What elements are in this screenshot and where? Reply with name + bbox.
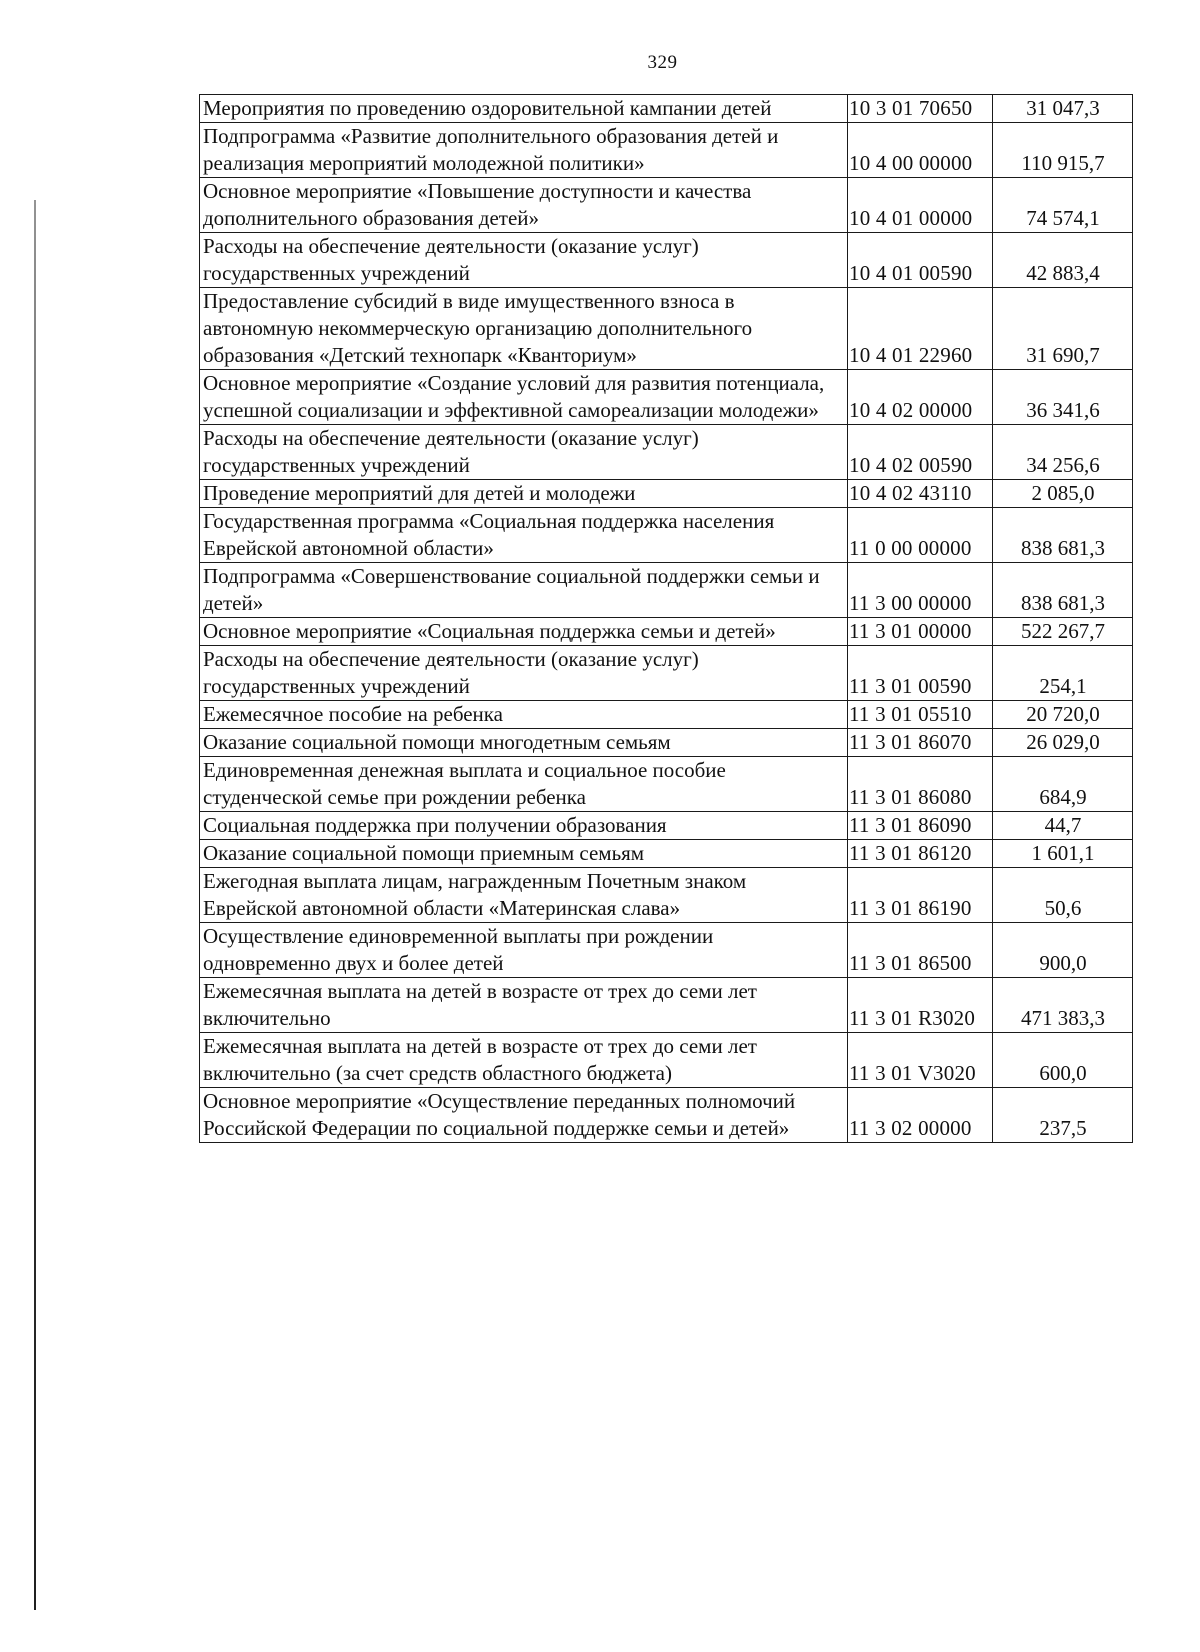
table-row bbox=[200, 123, 1133, 178]
budget-code-cell: 10 4 02 43110 bbox=[848, 480, 993, 508]
table-row bbox=[200, 1088, 1133, 1143]
expense-name-cell: Единовременная денежная выплата и социальное пособие студенческой семье при рождении ребенка bbox=[200, 757, 848, 812]
budget-code-cell: 11 0 00 00000 bbox=[848, 508, 993, 563]
budget-code-cell: 11 3 01 86070 bbox=[848, 729, 993, 757]
amount-cell: 31 047,3 bbox=[993, 95, 1133, 123]
table-row bbox=[200, 840, 1133, 868]
table-row bbox=[200, 618, 1133, 646]
expense-name-cell: Ежемесячная выплата на детей в возрасте от трех до семи лет включительно (за счет средств областного бюджета) bbox=[200, 1033, 848, 1088]
budget-code-cell: 11 3 01 05510 bbox=[848, 701, 993, 729]
amount-cell: 31 690,7 bbox=[993, 288, 1133, 370]
table-row bbox=[200, 370, 1133, 425]
table-row bbox=[200, 646, 1133, 701]
page-number: 329 bbox=[647, 52, 678, 73]
expense-name-cell: Основное мероприятие «Социальная поддержка семьи и детей» bbox=[200, 618, 848, 646]
amount-cell: 684,9 bbox=[993, 757, 1133, 812]
expense-name-cell: Основное мероприятие «Осуществление переданных полномочий Российской Федерации по социальной поддержке семьи и детей» bbox=[200, 1088, 848, 1143]
table-row bbox=[200, 480, 1133, 508]
budget-code-cell: 10 3 01 70650 bbox=[848, 95, 993, 123]
budget-code-cell: 10 4 02 00590 bbox=[848, 425, 993, 480]
budget-code-cell: 11 3 02 00000 bbox=[848, 1088, 993, 1143]
amount-cell: 42 883,4 bbox=[993, 233, 1133, 288]
amount-cell: 838 681,3 bbox=[993, 508, 1133, 563]
expense-name-cell: Оказание социальной помощи приемным семьям bbox=[200, 840, 848, 868]
table-row bbox=[200, 1033, 1133, 1088]
amount-cell: 471 383,3 bbox=[993, 978, 1133, 1033]
table-row bbox=[200, 923, 1133, 978]
amount-cell: 36 341,6 bbox=[993, 370, 1133, 425]
budget-code-cell: 10 4 01 00000 bbox=[848, 178, 993, 233]
budget-code-cell: 11 3 01 86090 bbox=[848, 812, 993, 840]
table-row bbox=[200, 729, 1133, 757]
budget-code-cell: 11 3 01 86120 bbox=[848, 840, 993, 868]
amount-cell: 110 915,7 bbox=[993, 123, 1133, 178]
budget-code-cell: 11 3 00 00000 bbox=[848, 563, 993, 618]
amount-cell: 26 029,0 bbox=[993, 729, 1133, 757]
budget-code-cell: 11 3 01 86190 bbox=[848, 868, 993, 923]
expense-name-cell: Мероприятия по проведению оздоровительной кампании детей bbox=[200, 95, 848, 123]
expense-name-cell: Осуществление единовременной выплаты при рождении одновременно двух и более детей bbox=[200, 923, 848, 978]
table-row bbox=[200, 978, 1133, 1033]
budget-code-cell: 11 3 01 R3020 bbox=[848, 978, 993, 1033]
amount-cell: 522 267,7 bbox=[993, 618, 1133, 646]
expense-name-cell: Подпрограмма «Развитие дополнительного образования детей и реализация мероприятий молодежной политики» bbox=[200, 123, 848, 178]
amount-cell: 1 601,1 bbox=[993, 840, 1133, 868]
budget-code-cell: 10 4 01 22960 bbox=[848, 288, 993, 370]
expense-name-cell: Государственная программа «Социальная поддержка населения Еврейской автономной области» bbox=[200, 508, 848, 563]
amount-cell: 600,0 bbox=[993, 1033, 1133, 1088]
table-row bbox=[200, 701, 1133, 729]
expense-name-cell: Основное мероприятие «Создание условий для развития потенциала, успешной социализации и эффективной самореализации молодежи» bbox=[200, 370, 848, 425]
table-row bbox=[200, 233, 1133, 288]
expense-name-cell: Расходы на обеспечение деятельности (оказание услуг) государственных учреждений bbox=[200, 233, 848, 288]
amount-cell: 2 085,0 bbox=[993, 480, 1133, 508]
amount-cell: 254,1 bbox=[993, 646, 1133, 701]
expense-name-cell: Проведение мероприятий для детей и молодежи bbox=[200, 480, 848, 508]
budget-code-cell: 10 4 00 00000 bbox=[848, 123, 993, 178]
table-row bbox=[200, 868, 1133, 923]
table-row bbox=[200, 812, 1133, 840]
budget-code-cell: 11 3 01 00000 bbox=[848, 618, 993, 646]
table-body bbox=[200, 95, 1133, 1143]
expense-name-cell: Ежемесячное пособие на ребенка bbox=[200, 701, 848, 729]
table-row bbox=[200, 425, 1133, 480]
budget-code-cell: 11 3 01 86500 bbox=[848, 923, 993, 978]
amount-cell: 900,0 bbox=[993, 923, 1133, 978]
amount-cell: 838 681,3 bbox=[993, 563, 1133, 618]
expense-name-cell: Социальная поддержка при получении образования bbox=[200, 812, 848, 840]
amount-cell: 44,7 bbox=[993, 812, 1133, 840]
table-row bbox=[200, 508, 1133, 563]
expense-name-cell: Предоставление субсидий в виде имущественного взноса в автономную некоммерческую организацию дополнительного образования «Детский технопарк «Кванториум» bbox=[200, 288, 848, 370]
expense-name-cell: Оказание социальной помощи многодетным семьям bbox=[200, 729, 848, 757]
budget-code-cell: 10 4 01 00590 bbox=[848, 233, 993, 288]
amount-cell: 50,6 bbox=[993, 868, 1133, 923]
table-row bbox=[200, 178, 1133, 233]
expense-name-cell: Подпрограмма «Совершенствование социальной поддержки семьи и детей» bbox=[200, 563, 848, 618]
table-row bbox=[200, 563, 1133, 618]
amount-cell: 20 720,0 bbox=[993, 701, 1133, 729]
table-row bbox=[200, 95, 1133, 123]
expense-name-cell: Ежегодная выплата лицам, награжденным Почетным знаком Еврейской автономной области «Материнская слава» bbox=[200, 868, 848, 923]
budget-code-cell: 11 3 01 00590 bbox=[848, 646, 993, 701]
expense-name-cell: Ежемесячная выплата на детей в возрасте от трех до семи лет включительно bbox=[200, 978, 848, 1033]
table-row bbox=[200, 288, 1133, 370]
budget-table bbox=[199, 94, 1133, 1143]
budget-code-cell: 11 3 01 V3020 bbox=[848, 1033, 993, 1088]
budget-code-cell: 11 3 01 86080 bbox=[848, 757, 993, 812]
table-row bbox=[200, 757, 1133, 812]
amount-cell: 74 574,1 bbox=[993, 178, 1133, 233]
expense-name-cell: Основное мероприятие «Повышение доступности и качества дополнительного образования детей» bbox=[200, 178, 848, 233]
expense-name-cell: Расходы на обеспечение деятельности (оказание услуг) государственных учреждений bbox=[200, 425, 848, 480]
amount-cell: 34 256,6 bbox=[993, 425, 1133, 480]
amount-cell: 237,5 bbox=[993, 1088, 1133, 1143]
expense-name-cell: Расходы на обеспечение деятельности (оказание услуг) государственных учреждений bbox=[200, 646, 848, 701]
budget-code-cell: 10 4 02 00000 bbox=[848, 370, 993, 425]
scan-edge-line bbox=[34, 200, 36, 1610]
